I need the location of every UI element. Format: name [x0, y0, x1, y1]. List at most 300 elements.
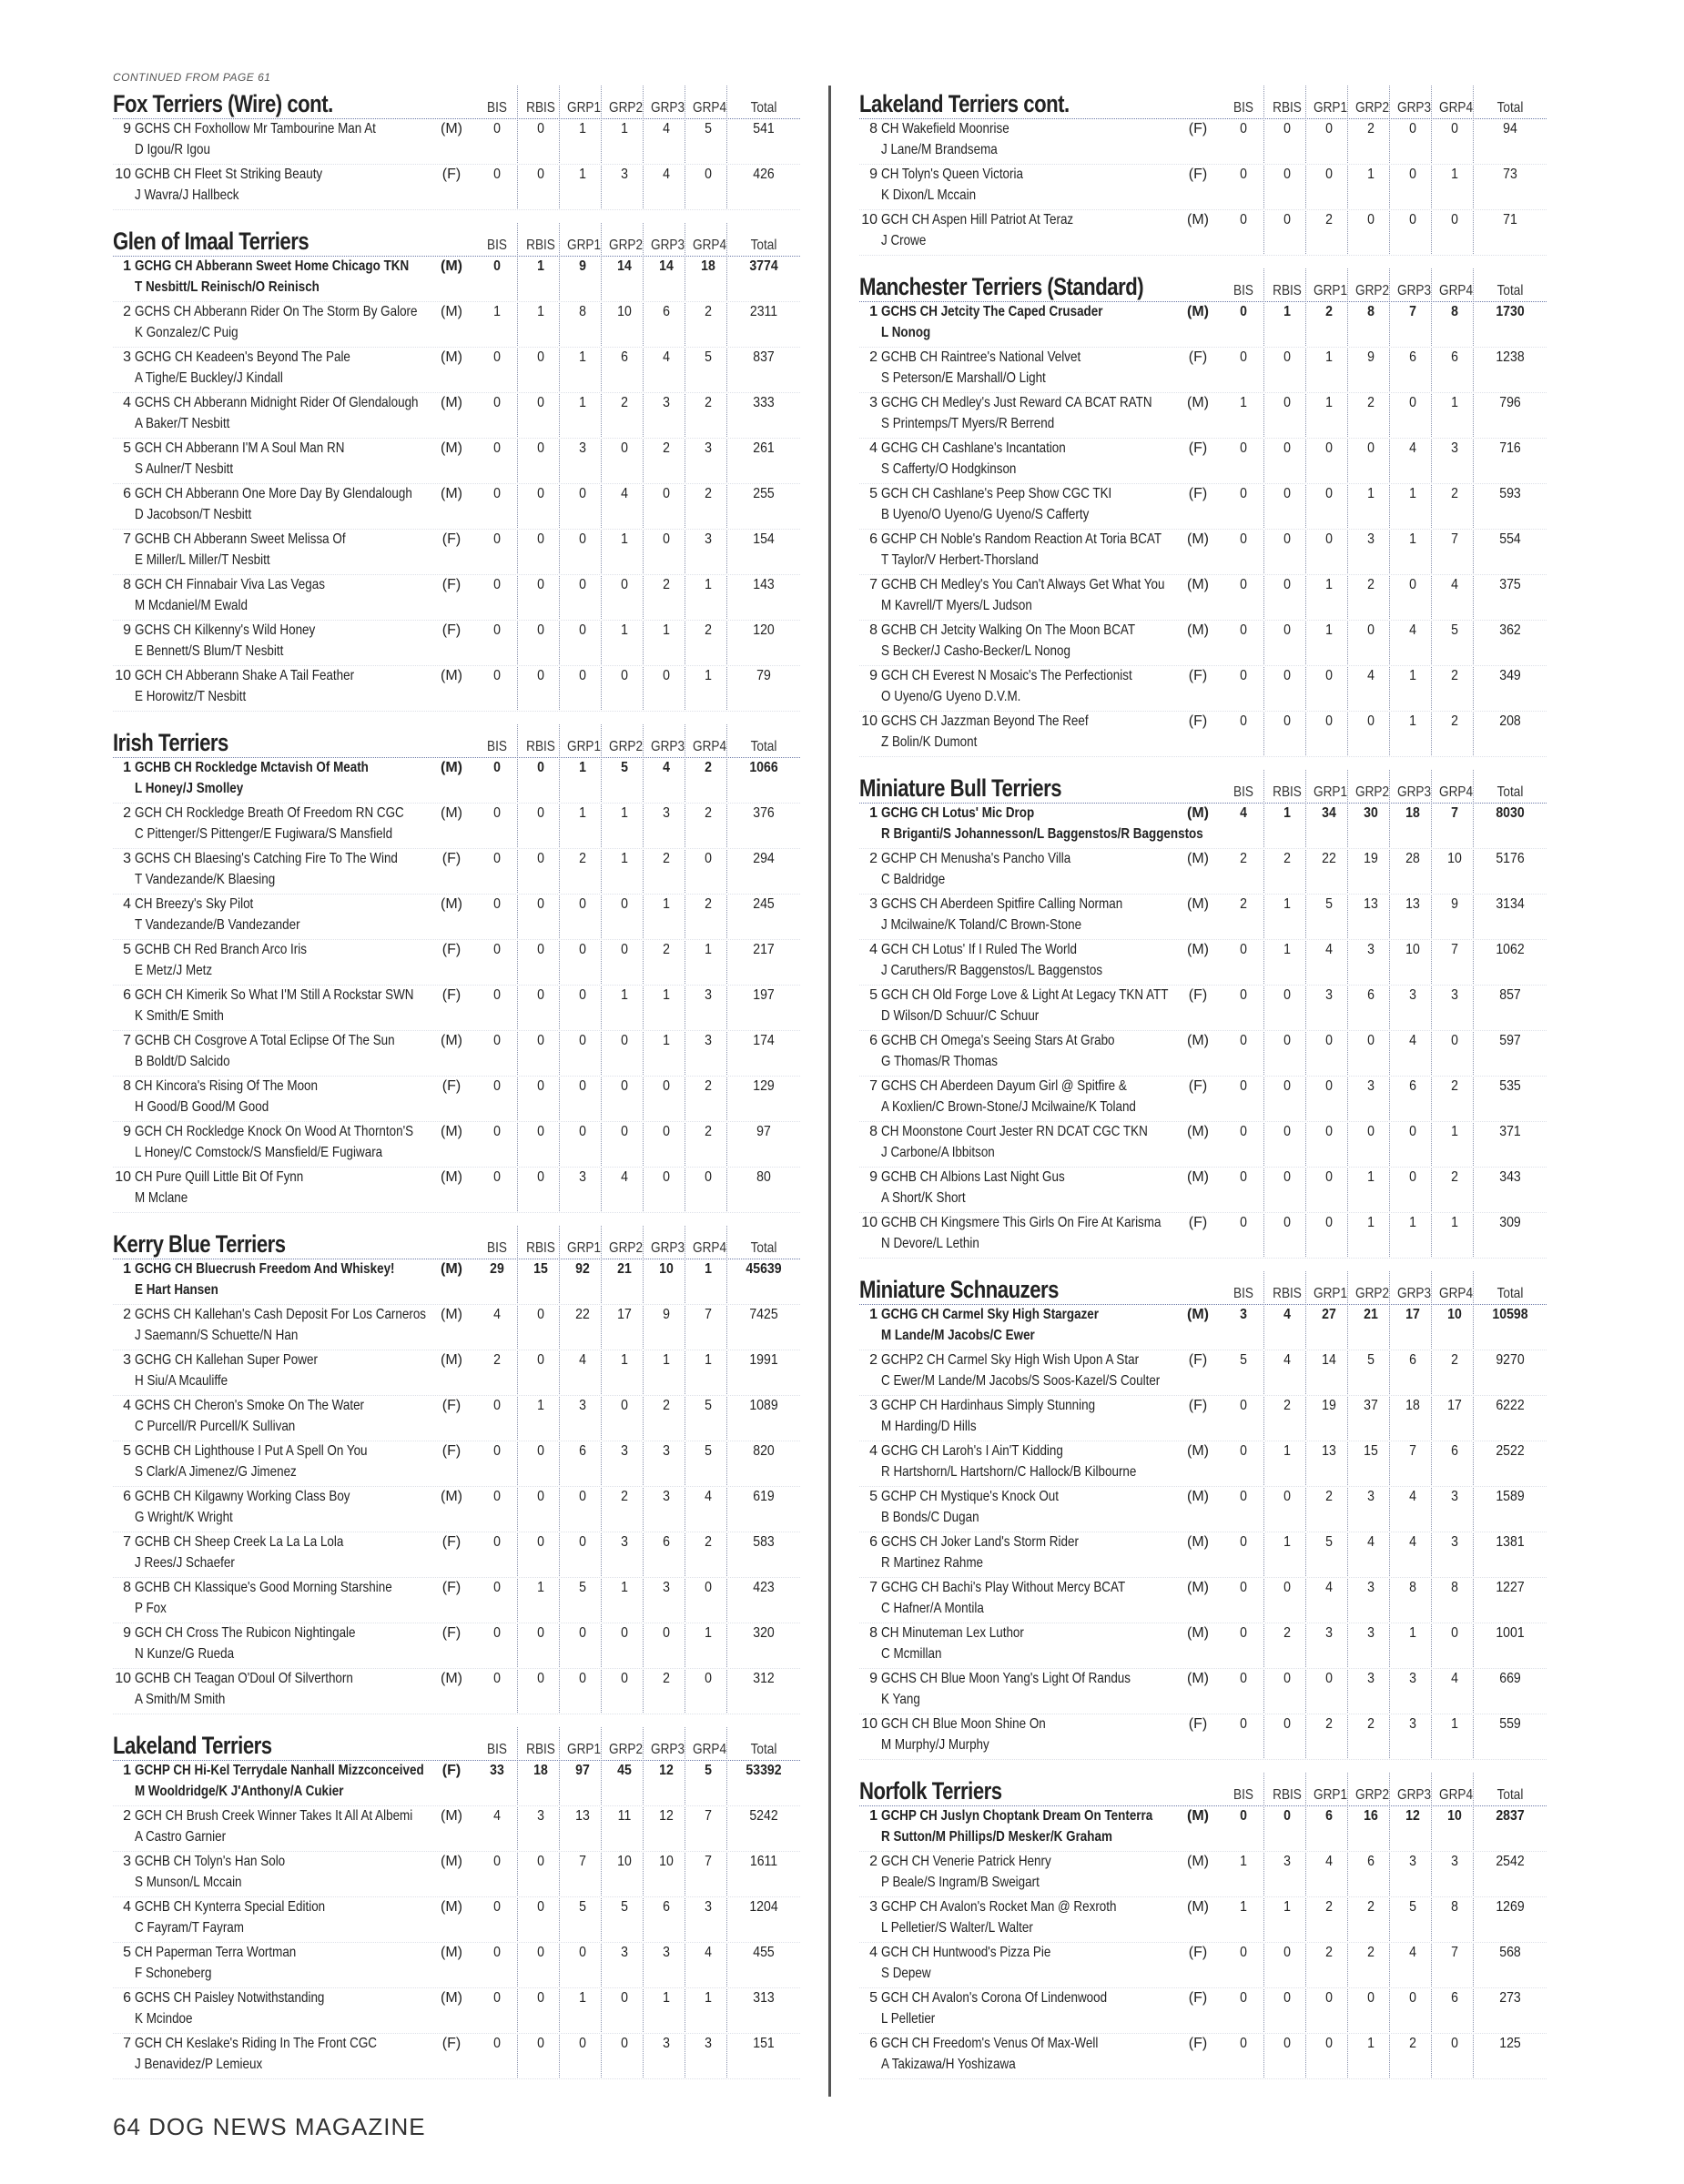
rank-number: 7	[123, 1033, 131, 1048]
column-header-grp4: GRP4	[693, 739, 727, 754]
rank-number: 10	[115, 1671, 131, 1686]
stat-grp3: 4	[1409, 1945, 1416, 1960]
ranking-row	[113, 758, 800, 804]
total-points: 2522	[1496, 1443, 1525, 1459]
total-points: 535	[1499, 1078, 1521, 1094]
sex-marker: (M)	[441, 1945, 462, 1960]
dog-name: CH Pure Quill Little Bit Of Fynn	[135, 1169, 304, 1185]
rank-number: 10	[115, 167, 131, 182]
section-title: Lakeland Terriers cont.	[859, 90, 1070, 117]
ranking-row	[859, 1669, 1547, 1714]
owner-names: C Purcell/R Purcell/K Sullivan	[135, 1419, 296, 1434]
stat-grp4: 5	[705, 121, 712, 136]
stat-bis: 0	[493, 1169, 501, 1185]
stat-grp3: 10	[659, 1854, 674, 1869]
stat-grp1: 0	[579, 622, 586, 638]
stat-grp2: 6	[621, 349, 628, 365]
stat-grp4: 18	[701, 258, 715, 274]
total-points: 79	[756, 668, 771, 683]
column-header-rbis: RBIS	[1273, 1286, 1302, 1301]
column-header-grp2: GRP2	[1355, 1286, 1390, 1301]
dog-name: GCHG CH Lotus' Mic Drop	[881, 805, 1035, 821]
stat-grp1: 22	[1322, 851, 1336, 866]
dog-name: GCHP CH Noble's Random Reaction At Toria BCAT	[881, 531, 1162, 547]
owner-names: S Aulner/T Nesbitt	[135, 461, 234, 477]
stat-rbis: 1	[1283, 896, 1291, 912]
sex-marker: (M)	[1187, 1671, 1209, 1686]
stat-bis: 0	[493, 668, 501, 683]
column-header-rbis: RBIS	[1273, 784, 1302, 800]
dog-name: GCH CH Venerie Patrick Henry	[881, 1854, 1051, 1869]
stat-grp4: 7	[1451, 942, 1458, 957]
ranking-row	[859, 1168, 1547, 1213]
owner-names: R Briganti/S Johannesson/L Baggenstos/R Baggenstos	[881, 826, 1203, 842]
stat-grp4: 0	[705, 1580, 712, 1595]
dog-name: GCH CH Aspen Hill Patriot At Teraz	[881, 212, 1074, 228]
dog-name: CH Wakefield Moonrise	[881, 121, 1009, 136]
stat-grp3: 3	[1409, 987, 1416, 1003]
rank-number: 1	[123, 760, 131, 775]
stat-grp1: 0	[1325, 486, 1333, 501]
stat-grp3: 2	[663, 1398, 670, 1413]
ranking-row	[859, 1213, 1547, 1259]
stat-grp3: 4	[663, 349, 670, 365]
owner-names: R Martinez Rahme	[881, 1555, 984, 1571]
stat-grp2: 0	[621, 1671, 628, 1686]
stat-grp2: 2	[1367, 577, 1375, 592]
stat-grp1: 0	[1325, 713, 1333, 729]
sex-marker: (M)	[1187, 1169, 1209, 1185]
stat-grp4: 3	[705, 1899, 712, 1915]
stat-grp2: 1	[1367, 167, 1375, 182]
ranking-row	[113, 1988, 800, 2034]
stat-grp1: 0	[1325, 2036, 1333, 2051]
stat-grp4: 1	[705, 1261, 712, 1277]
ranking-row	[113, 1806, 800, 1852]
stat-bis: 0	[493, 1398, 501, 1413]
sex-marker: (F)	[1188, 2036, 1208, 2051]
stat-grp3: 28	[1405, 851, 1420, 866]
owner-names: J Carbone/A Ibbitson	[881, 1145, 995, 1160]
stat-rbis: 0	[537, 349, 544, 365]
stat-grp1: 2	[1325, 1716, 1333, 1732]
stat-grp1: 1	[579, 349, 586, 365]
dog-name: GCHB CH Kingsmere This Girls On Fire At Karisma	[881, 1215, 1162, 1230]
column-header-total: Total	[1496, 1286, 1524, 1301]
total-points: 375	[1499, 577, 1521, 592]
stat-grp2: 21	[617, 1261, 632, 1277]
stat-grp3: 14	[659, 258, 674, 274]
rank-number: 4	[869, 1945, 878, 1960]
stat-grp4: 4	[1451, 1671, 1458, 1686]
stat-rbis: 0	[537, 1169, 544, 1185]
owner-names: T Vandezande/K Blaesing	[135, 872, 276, 887]
ranking-row	[859, 712, 1547, 757]
stat-grp1: 92	[575, 1261, 590, 1277]
stat-grp2: 0	[621, 577, 628, 592]
stat-rbis: 0	[1283, 2036, 1291, 2051]
stat-bis: 0	[493, 1945, 501, 1960]
stat-grp4: 7	[1451, 805, 1458, 821]
stat-grp2: 5	[621, 1899, 628, 1915]
owner-names: J Rees/J Schaefer	[135, 1555, 235, 1571]
stat-bis: 0	[493, 2036, 501, 2051]
stat-grp1: 27	[1322, 1307, 1336, 1322]
rank-number: 1	[123, 258, 131, 274]
stat-bis: 1	[1240, 1854, 1247, 1869]
ranking-row	[859, 1897, 1547, 1943]
column-header-grp1: GRP1	[567, 100, 602, 116]
stat-grp4: 8	[1451, 1899, 1458, 1915]
column-header-grp4: GRP4	[693, 1742, 727, 1757]
stat-bis: 0	[493, 1580, 501, 1595]
owner-names: A Short/K Short	[881, 1190, 966, 1206]
owner-names: G Thomas/R Thomas	[881, 1054, 998, 1069]
stat-bis: 0	[1240, 1033, 1247, 1048]
total-points: 1238	[1496, 349, 1525, 365]
column-header-rbis: RBIS	[526, 100, 555, 116]
total-points: 1730	[1496, 304, 1525, 319]
stat-grp1: 0	[1325, 668, 1333, 683]
stat-grp4: 2	[1451, 1078, 1458, 1094]
stat-grp3: 1	[1409, 1625, 1416, 1641]
stat-bis: 0	[1240, 167, 1247, 182]
rank-number: 9	[123, 1625, 131, 1641]
rank-number: 4	[869, 440, 878, 456]
stat-bis: 0	[1240, 713, 1247, 729]
owner-names: Z Bolin/K Dumont	[881, 734, 978, 750]
stat-grp3: 0	[1409, 167, 1416, 182]
stat-grp1: 0	[579, 1124, 586, 1139]
total-points: 820	[753, 1443, 775, 1459]
stat-rbis: 2	[1283, 851, 1291, 866]
stat-grp1: 0	[579, 577, 586, 592]
sex-marker: (F)	[1188, 1990, 1208, 2006]
total-points: 1066	[749, 760, 778, 775]
dog-name: GCHB CH Albions Last Night Gus	[881, 1169, 1065, 1185]
owner-names: K Gonzalez/C Puig	[135, 325, 238, 340]
dog-name: GCHG CH Medley's Just Reward CA BCAT RATN	[881, 395, 1152, 410]
stat-grp2: 2	[621, 1489, 628, 1504]
stat-grp3: 1	[1409, 713, 1416, 729]
stat-bis: 0	[493, 1078, 501, 1094]
stat-grp4: 1	[1451, 1215, 1458, 1230]
section-title: Kerry Blue Terriers	[113, 1230, 286, 1258]
rank-number: 8	[869, 1124, 878, 1139]
stat-grp4: 6	[1451, 1443, 1458, 1459]
stat-grp2: 16	[1364, 1808, 1378, 1824]
stat-grp3: 3	[663, 1580, 670, 1595]
sex-marker: (F)	[1188, 121, 1208, 136]
sex-marker: (F)	[441, 1763, 462, 1778]
rank-number: 3	[123, 1352, 131, 1368]
stat-grp3: 5	[1409, 1899, 1416, 1915]
breed-section-kerry-blue-terriers	[113, 1226, 800, 1714]
ranking-row	[859, 1077, 1547, 1122]
stat-grp3: 2	[663, 1671, 670, 1686]
column-header-total: Total	[1496, 784, 1524, 800]
sex-marker: (F)	[441, 167, 462, 182]
column-header-grp4: GRP4	[693, 238, 727, 253]
rank-number: 4	[123, 1398, 131, 1413]
stat-bis: 0	[1240, 1215, 1247, 1230]
stat-grp1: 2	[1325, 1899, 1333, 1915]
ranking-row	[113, 1623, 800, 1669]
stat-grp2: 4	[621, 1169, 628, 1185]
owner-names: J Caruthers/R Baggenstos/L Baggenstos	[881, 963, 1103, 978]
sex-marker: (M)	[441, 1899, 462, 1915]
total-points: 261	[753, 440, 775, 456]
stat-grp2: 0	[1367, 1124, 1375, 1139]
stat-grp4: 3	[705, 2036, 712, 2051]
stat-bis: 0	[493, 1625, 501, 1641]
stat-grp1: 0	[1325, 1078, 1333, 1094]
sex-marker: (M)	[441, 1261, 462, 1277]
owner-names: M Lande/M Jacobs/C Ewer	[881, 1328, 1035, 1343]
stat-bis: 0	[493, 486, 501, 501]
sex-marker: (M)	[1187, 212, 1209, 228]
ranking-row	[859, 439, 1547, 484]
stat-grp4: 2	[705, 304, 712, 319]
stat-rbis: 0	[537, 1899, 544, 1915]
dog-name: CH Moonstone Court Jester RN DCAT CGC TKN	[881, 1124, 1148, 1139]
stat-grp4: 0	[1451, 1033, 1458, 1048]
stat-grp4: 2	[705, 760, 712, 775]
ranking-row	[859, 1532, 1547, 1578]
total-points: 273	[1499, 1990, 1521, 2006]
stat-bis: 0	[493, 896, 501, 912]
section-title: Miniature Schnauzers	[859, 1276, 1060, 1303]
sex-marker: (M)	[1187, 1307, 1209, 1322]
stat-grp4: 0	[705, 167, 712, 182]
dog-name: GCHP2 CH Carmel Sky High Wish Upon A Star	[881, 1352, 1140, 1368]
dog-name: CH Minuteman Lex Luthor	[881, 1625, 1024, 1641]
total-points: 554	[1499, 531, 1521, 547]
stat-grp2: 10	[617, 304, 632, 319]
stat-bis: 0	[493, 440, 501, 456]
stat-bis: 0	[1240, 304, 1247, 319]
rank-number: 2	[869, 1352, 878, 1368]
right-column	[859, 86, 1547, 2092]
stat-grp3: 17	[1405, 1307, 1420, 1322]
sex-marker: (F)	[441, 1625, 462, 1641]
column-header-rbis: RBIS	[526, 739, 555, 754]
owner-names: J Benavidez/P Lemieux	[135, 2057, 263, 2072]
stat-grp2: 0	[621, 2036, 628, 2051]
ranking-row	[859, 940, 1547, 986]
column-header-grp1: GRP1	[1314, 1787, 1348, 1803]
total-points: 423	[753, 1580, 775, 1595]
stat-grp4: 7	[705, 1854, 712, 1869]
stat-rbis: 0	[537, 1625, 544, 1641]
total-points: 362	[1499, 622, 1521, 638]
stat-grp1: 0	[579, 531, 586, 547]
stat-grp4: 2	[1451, 713, 1458, 729]
stat-grp4: 1	[1451, 1124, 1458, 1139]
stat-grp3: 3	[663, 805, 670, 821]
total-points: 8030	[1496, 805, 1525, 821]
owner-names: S Peterson/E Marshall/O Light	[881, 370, 1046, 386]
dog-name: GCHP CH Hardinhaus Simply Stunning	[881, 1398, 1096, 1413]
rank-number: 2	[869, 1854, 878, 1869]
stat-grp2: 30	[1364, 805, 1378, 821]
owner-names: E Horowitz/T Nesbitt	[135, 689, 247, 704]
stat-bis: 0	[493, 1489, 501, 1504]
owner-names: C Hafner/A Montila	[881, 1601, 984, 1616]
section-title: Miniature Bull Terriers	[859, 774, 1062, 802]
stat-bis: 0	[493, 851, 501, 866]
stat-bis: 29	[490, 1261, 504, 1277]
sex-marker: (M)	[441, 1169, 462, 1185]
stat-grp4: 8	[1451, 304, 1458, 319]
stat-grp1: 4	[1325, 1580, 1333, 1595]
stat-grp2: 3	[621, 1534, 628, 1550]
stat-grp1: 22	[575, 1307, 590, 1322]
dog-name: GCHS CH Kallehan's Cash Deposit For Los Carneros	[135, 1307, 427, 1322]
rank-number: 10	[861, 1716, 878, 1732]
column-header-total: Total	[750, 1240, 777, 1256]
dog-name: GCHS CH Cheron's Smoke On The Water	[135, 1398, 365, 1413]
stat-grp2: 17	[617, 1307, 632, 1322]
rank-number: 5	[869, 486, 878, 501]
stat-grp2: 0	[1367, 622, 1375, 638]
stat-grp1: 7	[579, 1854, 586, 1869]
stat-grp2: 15	[1364, 1443, 1378, 1459]
total-points: 2837	[1496, 1808, 1525, 1824]
stat-rbis: 0	[537, 668, 544, 683]
ranking-row	[113, 1897, 800, 1943]
ranking-row	[859, 302, 1547, 348]
sex-marker: (M)	[441, 1808, 462, 1824]
stat-grp2: 2	[1367, 395, 1375, 410]
total-points: 1001	[1496, 1625, 1525, 1641]
rank-number: 2	[123, 1307, 131, 1322]
stat-rbis: 0	[537, 1443, 544, 1459]
stat-grp2: 0	[621, 1033, 628, 1048]
section-header	[113, 223, 800, 257]
sex-marker: (M)	[441, 1671, 462, 1686]
stat-grp1: 3	[579, 440, 586, 456]
column-header-rbis: RBIS	[526, 238, 555, 253]
total-points: 541	[753, 121, 775, 136]
stat-grp4: 5	[705, 1763, 712, 1778]
stat-grp2: 1	[621, 1580, 628, 1595]
stat-grp1: 0	[579, 1625, 586, 1641]
stat-grp2: 1	[621, 622, 628, 638]
rank-number: 10	[115, 1169, 131, 1185]
stat-grp1: 97	[575, 1763, 590, 1778]
owner-names: B Bonds/C Dugan	[881, 1510, 979, 1525]
stat-grp1: 0	[579, 1489, 586, 1504]
owner-names: N Kunze/G Rueda	[135, 1646, 235, 1662]
sex-marker: (F)	[1188, 1352, 1208, 1368]
owner-names: A Smith/M Smith	[135, 1692, 226, 1707]
ranking-row	[859, 1396, 1547, 1441]
rank-number: 4	[869, 1443, 878, 1459]
stat-grp1: 4	[579, 1352, 586, 1368]
total-points: 312	[753, 1671, 775, 1686]
owner-names: A Takizawa/H Yoshizawa	[881, 2057, 1016, 2072]
stat-bis: 0	[493, 1443, 501, 1459]
ranking-row	[113, 940, 800, 986]
breed-section-glen-of-imaal-terriers	[113, 223, 800, 712]
column-header-bis: BIS	[487, 1742, 507, 1757]
stat-rbis: 0	[1283, 713, 1291, 729]
column-header-grp1: GRP1	[1314, 283, 1348, 298]
rank-number: 7	[123, 1534, 131, 1550]
owner-names: J Lane/M Brandsema	[881, 142, 998, 157]
stat-grp3: 4	[1409, 1534, 1416, 1550]
dog-name: GCHS CH Blaesing's Catching Fire To The Wind	[135, 851, 398, 866]
ranking-row	[859, 1806, 1547, 1852]
ranking-row	[859, 1943, 1547, 1988]
stat-grp4: 1	[1451, 395, 1458, 410]
stat-bis: 0	[1240, 1990, 1247, 2006]
column-header-total: Total	[1496, 100, 1524, 116]
column-header-rbis: RBIS	[1273, 1787, 1302, 1803]
sex-marker: (M)	[1187, 942, 1209, 957]
stat-rbis: 2	[1283, 1398, 1291, 1413]
owner-names: E Bennett/S Blum/T Nesbitt	[135, 643, 284, 659]
total-points: 245	[753, 896, 775, 912]
stat-bis: 2	[1240, 896, 1247, 912]
stat-bis: 0	[493, 622, 501, 638]
section-title: Irish Terriers	[113, 729, 228, 756]
stat-rbis: 0	[537, 896, 544, 912]
owner-names: S Becker/J Casho-Becker/L Nonog	[881, 643, 1070, 659]
dog-name: GCHP CH Hi-Kel Terrydale Nanhall Mizzconceived	[135, 1763, 424, 1778]
column-header-grp2: GRP2	[609, 238, 644, 253]
column-header-bis: BIS	[1233, 1286, 1253, 1301]
owner-names: M Wooldridge/K J'Anthony/A Cukier	[135, 1784, 344, 1799]
dog-name: GCHS CH Aberdeen Dayum Girl @ Spitfire &	[881, 1078, 1127, 1094]
total-points: 593	[1499, 486, 1521, 501]
sex-marker: (M)	[441, 258, 462, 274]
stat-bis: 0	[493, 1990, 501, 2006]
sex-marker: (F)	[441, 942, 462, 957]
dog-name: GCHS CH Kilkenny's Wild Honey	[135, 622, 316, 638]
stat-grp3: 6	[663, 1899, 670, 1915]
stat-rbis: 2	[1283, 1625, 1291, 1641]
stat-rbis: 0	[537, 486, 544, 501]
stat-grp2: 0	[621, 1398, 628, 1413]
stat-grp2: 5	[1367, 1352, 1375, 1368]
stat-grp2: 1	[621, 987, 628, 1003]
stat-grp1: 19	[1322, 1398, 1336, 1413]
rank-number: 4	[123, 395, 131, 410]
stat-grp1: 5	[579, 1580, 586, 1595]
stat-grp2: 13	[1364, 896, 1378, 912]
stat-grp4: 5	[705, 349, 712, 365]
dog-name: GCHS CH Abberann Midnight Rider Of Glendalough	[135, 395, 419, 410]
sex-marker: (M)	[441, 121, 462, 136]
breed-section-miniature-schnauzers	[859, 1271, 1547, 1760]
stat-grp3: 1	[663, 987, 670, 1003]
stat-grp3: 18	[1405, 1398, 1420, 1413]
total-points: 80	[756, 1169, 771, 1185]
dog-name: GCH CH Everest N Mosaic's The Perfectionist	[881, 668, 1132, 683]
sex-marker: (M)	[441, 440, 462, 456]
stat-grp1: 0	[1325, 1215, 1333, 1230]
ranking-row	[113, 1441, 800, 1487]
ranking-row	[859, 484, 1547, 530]
dog-name: CH Breezy's Sky Pilot	[135, 896, 254, 912]
stat-rbis: 0	[537, 167, 544, 182]
sex-marker: (M)	[441, 1307, 462, 1322]
stat-grp1: 1	[579, 121, 586, 136]
total-points: 45639	[746, 1261, 782, 1277]
total-points: 597	[1499, 1033, 1521, 1048]
